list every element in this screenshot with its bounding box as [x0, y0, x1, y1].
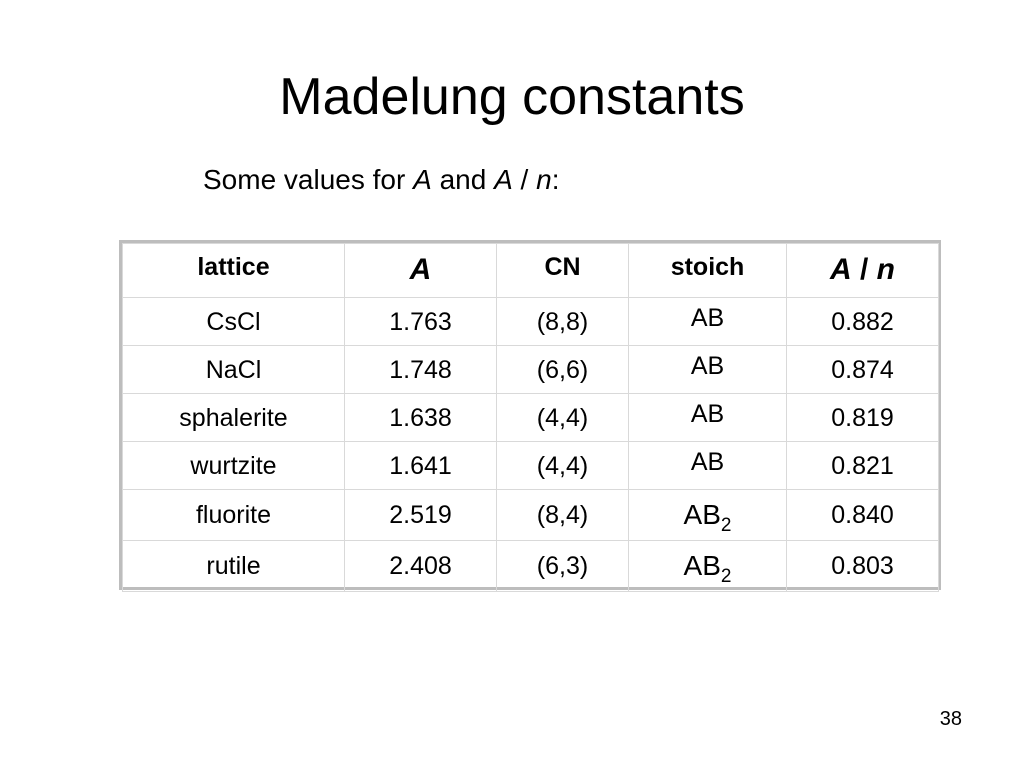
table-row — [123, 394, 939, 442]
stoich-formula: AB — [690, 447, 725, 476]
cell-a: 1.638 — [345, 394, 497, 442]
cell-lattice: fluorite — [123, 490, 345, 541]
header-a-symbol: A — [409, 253, 432, 286]
cell-lattice: NaCl — [123, 346, 345, 394]
cell-stoich — [629, 346, 787, 394]
stoich-subscript: 2 — [720, 566, 732, 587]
cell-cn: (4,4) — [497, 394, 629, 442]
table-row — [123, 298, 939, 346]
table-row — [123, 541, 939, 592]
cell-lattice: rutile — [123, 541, 345, 592]
table-row — [123, 490, 939, 541]
header-cn: CN — [497, 244, 629, 298]
stoich-formula: AB — [690, 399, 725, 428]
subtitle-prefix: Some values for — [203, 164, 414, 195]
header-an-a: A — [829, 253, 852, 286]
subtitle-symbol-a2: A — [494, 164, 513, 195]
cell-a: 1.641 — [345, 442, 497, 490]
table-row — [123, 346, 939, 394]
cell-a: 1.763 — [345, 298, 497, 346]
subtitle-slash: / — [512, 164, 537, 195]
header-stoich: stoich — [629, 244, 787, 298]
cell-a-over-n: 0.840 — [787, 490, 939, 541]
header-an-n: n — [876, 253, 895, 286]
cell-stoich — [629, 490, 787, 541]
slide-title: Madelung constants — [279, 68, 745, 126]
table-header-row — [123, 244, 939, 298]
subtitle-middle: and — [431, 164, 495, 195]
stoich-formula: AB — [683, 550, 721, 581]
page-number: 38 — [939, 708, 962, 730]
header-an-slash: / — [851, 253, 877, 286]
stoich-formula: AB — [690, 303, 725, 332]
stoich-formula: AB — [683, 499, 721, 530]
table-row — [123, 442, 939, 490]
cell-a: 2.519 — [345, 490, 497, 541]
madelung-table-frame — [119, 240, 941, 590]
cell-a: 1.748 — [345, 346, 497, 394]
cell-cn: (8,4) — [497, 490, 629, 541]
header-lattice: lattice — [123, 244, 345, 298]
stoich-subscript: 2 — [720, 515, 732, 536]
cell-cn: (4,4) — [497, 442, 629, 490]
madelung-table — [122, 243, 939, 592]
cell-stoich — [629, 442, 787, 490]
cell-a: 2.408 — [345, 541, 497, 592]
cell-cn: (6,3) — [497, 541, 629, 592]
stoich-formula: AB — [690, 351, 725, 380]
cell-a-over-n: 0.821 — [787, 442, 939, 490]
cell-a-over-n: 0.882 — [787, 298, 939, 346]
header-a-over-n — [787, 244, 939, 298]
cell-a-over-n: 0.874 — [787, 346, 939, 394]
cell-stoich — [629, 541, 787, 592]
cell-lattice: sphalerite — [123, 394, 345, 442]
cell-stoich — [629, 298, 787, 346]
subtitle-symbol-a: A — [413, 164, 432, 195]
header-a — [345, 244, 497, 298]
cell-a-over-n: 0.803 — [787, 541, 939, 592]
cell-cn: (8,8) — [497, 298, 629, 346]
subtitle-suffix: : — [551, 164, 560, 195]
subtitle-symbol-n: n — [536, 164, 552, 195]
cell-stoich — [629, 394, 787, 442]
cell-a-over-n: 0.819 — [787, 394, 939, 442]
cell-cn: (6,6) — [497, 346, 629, 394]
slide-subtitle — [203, 160, 559, 200]
cell-lattice: wurtzite — [123, 442, 345, 490]
cell-lattice: CsCl — [123, 298, 345, 346]
